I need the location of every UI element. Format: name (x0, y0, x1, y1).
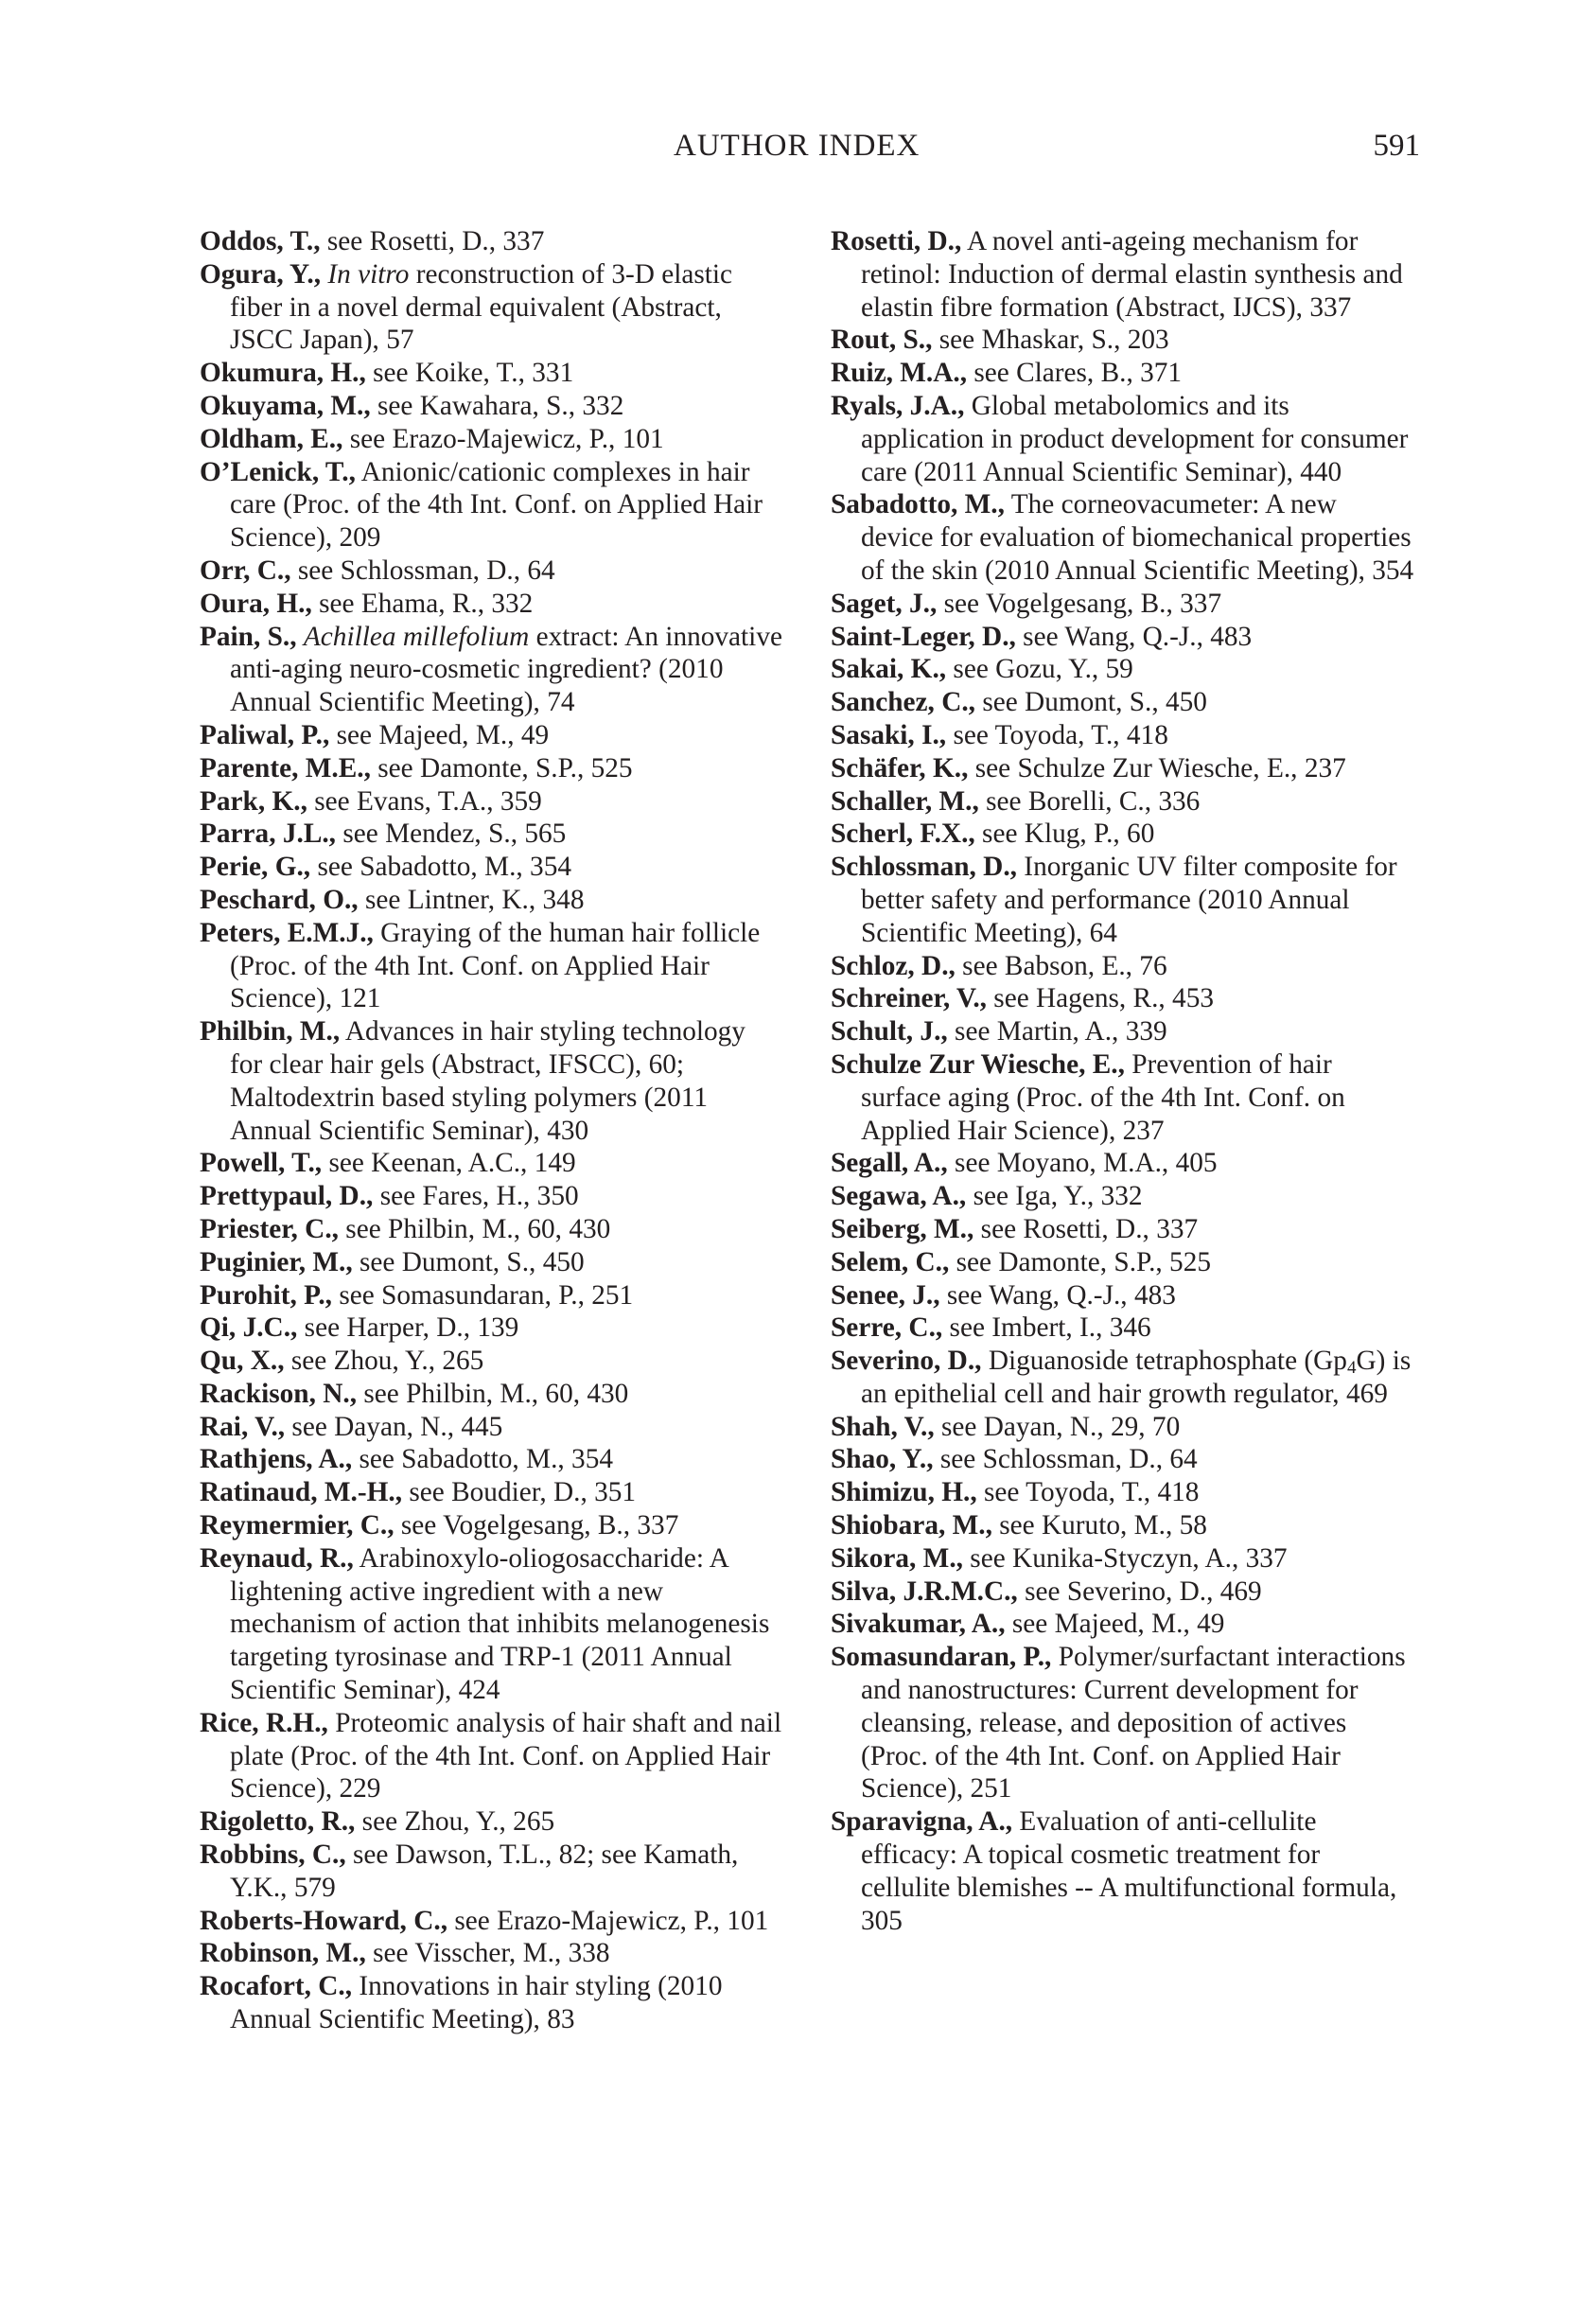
entry-author-name: Powell, T., (200, 1148, 323, 1179)
index-entry (831, 851, 1414, 949)
entry-author-name: Sabadotto, M., (831, 489, 1005, 520)
entry-text: see Somasundaran, P., 251 (332, 1279, 634, 1311)
entry-text: see Dawson, T.L., 82; see Kamath, Y.K., 579 (230, 1840, 739, 1903)
entry-author-name: Park, K., (200, 785, 307, 817)
entry-author-name: Segall, A., (831, 1148, 948, 1179)
entry-author-name: Schulze Zur Wiesche, E., (831, 1048, 1125, 1080)
entry-author-name: Schreiner, V., (831, 983, 987, 1014)
entry-text: see Schlossman, D., 64 (933, 1444, 1198, 1475)
entry-text: see Erazo-Majewicz, P., 101 (447, 1905, 769, 1936)
entry-text-continued: G) is an epithelial cell and hair growth regulator, 469 (861, 1346, 1412, 1409)
index-entry (831, 1246, 1414, 1279)
entry-author-name: Purohit, P., (200, 1279, 333, 1311)
index-entry (200, 851, 783, 884)
running-head: AUTHOR INDEX (674, 129, 921, 163)
entry-author-name: Sakai, K., (831, 654, 947, 685)
entry-text: see Philbin, M., 60, 430 (338, 1213, 611, 1244)
entry-text: see Babson, E., 76 (955, 950, 1167, 981)
entry-author-name: Priester, C., (200, 1213, 339, 1244)
index-entry (831, 488, 1414, 587)
entry-author-name: Rai, V., (200, 1411, 286, 1442)
entry-text: see Erazo-Majewicz, P., 101 (342, 423, 664, 454)
entry-text: see Zhou, Y., 265 (355, 1806, 555, 1838)
entry-text: Diguanoside tetraphosphate (Gp (981, 1346, 1347, 1377)
entry-text: see Damonte, S.P., 525 (949, 1246, 1211, 1277)
index-entry (831, 1476, 1414, 1509)
entry-author-name: Shao, Y., (831, 1444, 934, 1475)
index-entry (200, 1345, 783, 1378)
index-entry (831, 1575, 1414, 1609)
entry-author-name: Oldham, E., (200, 423, 343, 454)
entry-author-name: Ratinaud, M.-H., (200, 1477, 403, 1508)
index-entry (200, 818, 783, 851)
index-entry (831, 1147, 1414, 1180)
entry-text: see Kunika-Styczyn, A., 337 (962, 1542, 1288, 1574)
entry-text: see Boudier, D., 351 (402, 1477, 637, 1508)
index-entry (200, 1937, 783, 1970)
entry-text: see Evans, T.A., 359 (307, 785, 542, 817)
index-entry (200, 1542, 783, 1707)
index-entry (831, 719, 1414, 752)
index-entry (831, 357, 1414, 390)
entry-author-name: Oura, H., (200, 588, 312, 619)
entry-text: Evaluation of anti-cellulite efficacy: A topical cosmetic treatment for cellulite blemishes -- A multifunctional formula, 305 (861, 1806, 1397, 1936)
index-entry (831, 653, 1414, 686)
entry-text: see Martin, A., 339 (947, 1016, 1167, 1047)
entry-author-name: Parra, J.L., (200, 819, 337, 850)
index-entry (200, 785, 783, 819)
entry-author-name: Schaller, M., (831, 785, 979, 817)
entry-text: see Koike, T., 331 (365, 358, 574, 389)
entry-text: see Schlossman, D., 64 (290, 554, 555, 586)
index-entry (200, 1476, 783, 1509)
entry-author-name: Schult, J., (831, 1016, 948, 1047)
entry-author-name: Segawa, A., (831, 1181, 967, 1212)
entry-author-name: Sasaki, I., (831, 719, 947, 750)
index-entry (200, 357, 783, 390)
index-entry (200, 588, 783, 621)
index-entry (200, 1147, 783, 1180)
entry-text: Proteomic analysis of hair shaft and nail plate (Proc. of the 4th Int. Conf. on Applied Hair Science), 229 (230, 1707, 782, 1804)
entry-author-name: Reynaud, R., (200, 1542, 354, 1574)
entry-text: see Kawahara, S., 332 (370, 390, 624, 421)
entry-author-name: Rathjens, A., (200, 1444, 353, 1475)
index-entry (200, 1213, 783, 1246)
entry-author-name: Shah, V., (831, 1411, 935, 1442)
index-entry (831, 1213, 1414, 1246)
entry-author-name: Okuyama, M., (200, 390, 371, 421)
index-entry (831, 785, 1414, 819)
entry-author-name: Oddos, T., (200, 226, 321, 256)
index-entry (200, 1180, 783, 1213)
entry-author-name: Reymermier, C., (200, 1510, 395, 1541)
entry-author-name: Schlossman, D., (831, 852, 1017, 883)
entry-author-name: Somasundaran, P., (831, 1642, 1052, 1673)
entry-author-name: Selem, C., (831, 1246, 950, 1277)
entry-author-name: Prettypaul, D., (200, 1181, 374, 1212)
entry-text: see Mhaskar, S., 203 (932, 325, 1169, 356)
index-entry (200, 752, 783, 785)
entry-author-name: Rosetti, D., (831, 226, 962, 256)
index-entry (831, 1542, 1414, 1575)
entry-author-name: Qi, J.C., (200, 1312, 298, 1344)
index-column-left (200, 225, 783, 2036)
index-entry (831, 1015, 1414, 1048)
entry-text: Anionic/cationic complexes in hair care (Proc. of the 4th Int. Conf. on Applied Hair Science), 209 (230, 456, 763, 554)
entry-author-name: Rout, S., (831, 325, 933, 356)
entry-author-name: Perie, G., (200, 852, 311, 883)
entry-author-name: Paliwal, P., (200, 719, 330, 750)
index-entry (831, 752, 1414, 785)
entry-text: see Klug, P., 60 (974, 819, 1155, 850)
index-entry (200, 1443, 783, 1476)
index-entry (200, 456, 783, 554)
entry-author-name: Severino, D., (831, 1346, 982, 1377)
entry-text: see Imbert, I., 346 (942, 1312, 1151, 1344)
entry-text: The corneovacumeter: A new device for evaluation of biomechanical properties of the skin (2010 Annual Scientific Meeting), 354 (861, 489, 1414, 586)
entry-italic-text: In vitro (327, 258, 410, 290)
entry-text: see Dayan, N., 445 (285, 1411, 503, 1442)
index-entry (200, 1279, 783, 1312)
entry-author-name: Rocafort, C., (200, 1971, 353, 2002)
index-entry (200, 1805, 783, 1839)
entry-text: see Majeed, M., 49 (329, 719, 550, 750)
entry-author-name: Ryals, J.A., (831, 390, 965, 421)
entry-text: A novel anti-ageing mechanism for retinol: Induction of dermal elastin synthesis and elastin fibre formation (Abstract, IJCS), 337 (861, 226, 1403, 323)
index-entry (831, 1411, 1414, 1444)
index-entry (831, 1509, 1414, 1542)
index-entry (200, 1015, 783, 1147)
entry-author-name: Philbin, M., (200, 1016, 341, 1047)
index-entry (200, 1707, 783, 1805)
entry-text: Advances in hair styling technology for clear hair gels (Abstract, IFSCC), 60; Maltodextrin based styling polymers (2011 Annual Scientific Seminar), 430 (230, 1016, 745, 1146)
entry-text: see Damonte, S.P., 525 (370, 752, 633, 783)
entry-author-name: Ruiz, M.A., (831, 358, 968, 389)
entry-text: see Vogelgesang, B., 337 (394, 1510, 679, 1541)
entry-author-name: Schloz, D., (831, 950, 956, 981)
entry-author-name: Robbins, C., (200, 1840, 346, 1871)
index-entry (831, 1311, 1414, 1345)
entry-author-name: Senee, J., (831, 1279, 940, 1311)
entry-author-name: Peschard, O., (200, 884, 359, 915)
index-entry (200, 1378, 783, 1411)
entry-text: Polymer/surfactant interactions and nanostructures: Current development for cleansing, release, and deposition of actives (Proc. of the 4th Int. Conf. on Applied Hair Science), 251 (861, 1642, 1406, 1804)
index-entry (200, 1839, 783, 1905)
entry-text: see Vogelgesang, B., 337 (937, 588, 1222, 619)
index-entry (200, 225, 783, 258)
entry-text: Graying of the human hair follicle (Proc. of the 4th Int. Conf. on Applied Hair Science), 121 (230, 917, 761, 1014)
index-entry (200, 258, 783, 357)
entry-text: see Dayan, N., 29, 70 (934, 1411, 1181, 1442)
entry-author-name: Rackison, N., (200, 1378, 358, 1409)
entry-text: see Dumont, S., 450 (975, 687, 1207, 718)
entry-text: see Ehama, R., 332 (311, 588, 534, 619)
entry-text: see Zhou, Y., 265 (284, 1346, 484, 1377)
entry-author-name: Parente, M.E., (200, 752, 371, 783)
entry-subscript: 4 (1346, 1358, 1357, 1379)
entry-author-name: Saint-Leger, D., (831, 621, 1016, 652)
entry-author-name: Okumura, H., (200, 358, 366, 389)
index-entry (200, 1246, 783, 1279)
index-entry (831, 324, 1414, 357)
index-entry (831, 982, 1414, 1015)
entry-text: see Mendez, S., 565 (336, 819, 567, 850)
entry-text: see Visscher, M., 338 (365, 1938, 610, 1969)
entry-author-name: Sparavigna, A., (831, 1806, 1013, 1838)
entry-author-name: Peters, E.M.J., (200, 917, 374, 948)
entry-author-name: Sivakumar, A., (831, 1609, 1006, 1640)
index-entry (200, 423, 783, 456)
index-column-right (831, 225, 1414, 1937)
entry-author-name: Qu, X., (200, 1346, 285, 1377)
entry-text: see Rosetti, D., 337 (973, 1213, 1199, 1244)
entry-text: Global metabolomics and its application in product development for consumer care (2011 Annual Scientific Seminar), 440 (861, 390, 1409, 487)
entry-text: see Keenan, A.C., 149 (322, 1148, 576, 1179)
entry-author-name: Ogura, Y., (200, 258, 322, 290)
entry-text: see Toyoda, T., 418 (976, 1477, 1200, 1508)
index-entry (200, 554, 783, 588)
entry-author-name: Robinson, M., (200, 1938, 366, 1969)
entry-author-name: Sanchez, C., (831, 687, 975, 718)
index-entry (831, 225, 1414, 324)
entry-author-name: Shimizu, H., (831, 1477, 977, 1508)
entry-text: see Kuruto, M., 58 (991, 1510, 1207, 1541)
entry-author-name: Serre, C., (831, 1312, 943, 1344)
entry-text: see Fares, H., 350 (373, 1181, 579, 1212)
entry-text: see Hagens, R., 453 (986, 983, 1214, 1014)
index-entry (200, 1411, 783, 1444)
entry-author-name: O’Lenick, T., (200, 456, 356, 487)
entry-author-name: Schäfer, K., (831, 752, 969, 783)
entry-italic-text: Achillea millefolium (303, 621, 530, 652)
index-entry (200, 390, 783, 423)
entry-author-name: Sikora, M., (831, 1542, 963, 1574)
entry-text: see Borelli, C., 336 (978, 785, 1201, 817)
entry-text: see Wang, Q.-J., 483 (939, 1279, 1176, 1311)
entry-author-name: Pain, S., (200, 621, 297, 652)
entry-text: see Clares, B., 371 (967, 358, 1183, 389)
entry-text: Inorganic UV filter composite for better safety and performance (2010 Annual Scientific Meeting), 64 (861, 852, 1397, 948)
entry-text: see Sabadotto, M., 354 (352, 1444, 614, 1475)
entry-text: Prevention of hair surface aging (Proc. of the 4th Int. Conf. on Applied Hair Science), 237 (861, 1048, 1345, 1146)
entry-text: see Moyano, M.A., 405 (947, 1148, 1218, 1179)
entry-text: extract: An innovative anti-aging neuro-cosmetic ingredient? (2010 Annual Scientific Meeting), 74 (230, 621, 782, 718)
entry-text: see Severino, D., 469 (1017, 1575, 1262, 1607)
index-entry (200, 1311, 783, 1345)
entry-author-name: Saget, J., (831, 588, 938, 619)
entry-text: see Majeed, M., 49 (1005, 1609, 1225, 1640)
entry-text: Innovations in hair styling (2010 Annual Scientific Meeting), 83 (230, 1971, 723, 2035)
entry-author-name: Seiberg, M., (831, 1213, 974, 1244)
entry-author-name: Scherl, F.X., (831, 819, 975, 850)
entry-author-name: Rice, R.H., (200, 1707, 328, 1738)
index-entry (200, 917, 783, 1015)
index-entry (831, 621, 1414, 654)
entry-text: reconstruction of 3-D elastic fiber in a novel dermal equivalent (Abstract, JSCC Japan), 57 (230, 258, 733, 356)
index-entry (831, 390, 1414, 488)
entry-author-name: Silva, J.R.M.C., (831, 1575, 1018, 1607)
index-entry (831, 1180, 1414, 1213)
index-entry (831, 686, 1414, 719)
index-entry (831, 1608, 1414, 1641)
entry-text: Arabinoxylo-oliogosaccharide: A lightening active ingredient with a new mechanism of action that inhibits melanogenesis targeting tyrosinase and TRP-1 (2011 Annual Scientific Seminar), 424 (230, 1542, 770, 1706)
entry-text: see Wang, Q.-J., 483 (1015, 621, 1253, 652)
entry-text: see Gozu, Y., 59 (946, 654, 1133, 685)
entry-text: see Rosetti, D., 337 (320, 226, 545, 256)
entry-author-name: Rigoletto, R., (200, 1806, 356, 1838)
index-entry (200, 1970, 783, 2036)
index-entry (831, 1048, 1414, 1147)
index-entry (831, 950, 1414, 983)
entry-text: see Iga, Y., 332 (966, 1181, 1143, 1212)
entry-author-name: Orr, C., (200, 554, 291, 586)
index-entry (200, 1905, 783, 1938)
entry-author-name: Puginier, M., (200, 1246, 353, 1277)
index-entry (831, 588, 1414, 621)
index-entry (831, 1279, 1414, 1312)
index-entry (200, 1509, 783, 1542)
entry-text: see Lintner, K., 348 (358, 884, 585, 915)
index-entry (831, 1443, 1414, 1476)
entry-text: see Philbin, M., 60, 430 (357, 1378, 629, 1409)
index-entry (831, 1805, 1414, 1937)
index-entry (831, 1345, 1414, 1411)
entry-text: see Sabadotto, M., 354 (310, 852, 571, 883)
index-entry (831, 818, 1414, 851)
entry-text: see Dumont, S., 450 (352, 1246, 585, 1277)
index-entry (200, 719, 783, 752)
entry-text: see Toyoda, T., 418 (946, 719, 1168, 750)
page-number: 591 (1373, 129, 1420, 163)
index-entry (200, 621, 783, 719)
entry-author-name: Shiobara, M., (831, 1510, 992, 1541)
index-entry (831, 1641, 1414, 1805)
index-entry (200, 884, 783, 917)
entry-text: see Harper, D., 139 (297, 1312, 519, 1344)
entry-author-name: Roberts-Howard, C., (200, 1905, 448, 1936)
entry-text: see Schulze Zur Wiesche, E., 237 (968, 752, 1346, 783)
